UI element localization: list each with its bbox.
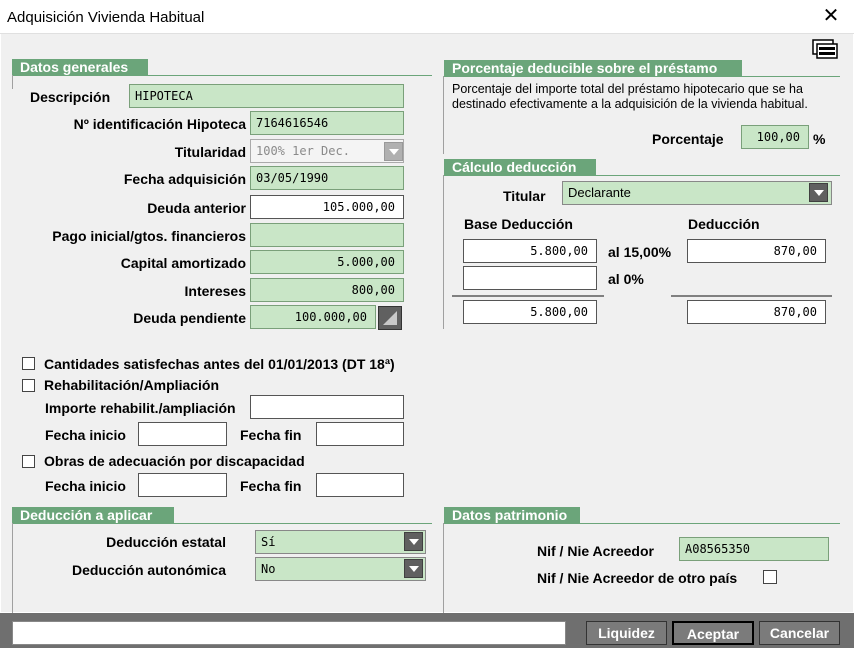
porcentaje-label: Porcentaje bbox=[652, 131, 724, 147]
deuda-pendiente-field[interactable]: 100.000,00 bbox=[250, 305, 376, 329]
fecha-fin-label-1: Fecha fin bbox=[240, 427, 302, 443]
window-title: Adquisición Vivienda Habitual bbox=[7, 9, 205, 26]
capital-amortizado-label: Capital amortizado bbox=[120, 255, 246, 271]
titularidad-combo[interactable]: 100% 1er Dec. bbox=[250, 139, 404, 163]
deduccion-estatal-label: Deducción estatal bbox=[106, 534, 226, 550]
fecha-fin-label-2: Fecha fin bbox=[240, 478, 302, 494]
titular-dropdown-icon[interactable] bbox=[809, 183, 828, 202]
total-divider-deduccion bbox=[671, 295, 832, 297]
deduccion-autonomica-combo[interactable]: No bbox=[255, 557, 426, 581]
capital-amortizado-field[interactable]: 5.000,00 bbox=[250, 250, 404, 274]
deduccion-estatal-combo[interactable]: Sí bbox=[255, 530, 426, 554]
base-deduccion-header: Base Deducción bbox=[464, 216, 573, 232]
pago-inicial-field[interactable] bbox=[250, 223, 404, 247]
obras-label: Obras de adecuación por discapacidad bbox=[44, 453, 305, 469]
porcentaje-unit: % bbox=[813, 131, 826, 147]
section-datos-generales: Datos generales bbox=[12, 59, 148, 76]
descripcion-label: Descripción bbox=[30, 89, 111, 105]
section-porcentaje: Porcentaje deducible sobre el préstamo bbox=[444, 60, 742, 77]
total-divider-base bbox=[452, 295, 604, 297]
descripcion-field[interactable]: HIPOTECA bbox=[129, 84, 404, 108]
cancelar-button[interactable]: Cancelar bbox=[759, 621, 840, 645]
deduccion-header: Deducción bbox=[688, 216, 760, 232]
nif-acreedor-label: Nif / Nie Acreedor bbox=[537, 543, 654, 559]
intereses-field[interactable]: 800,00 bbox=[250, 278, 404, 302]
printer-icon[interactable] bbox=[810, 38, 840, 60]
fecha-inicio-label-1: Fecha inicio bbox=[45, 427, 126, 443]
num-identificacion-field[interactable]: 7164616546 bbox=[250, 111, 404, 135]
fecha-adquisicion-field[interactable]: 03/05/1990 bbox=[250, 166, 404, 190]
title-bar bbox=[0, 0, 854, 34]
close-icon[interactable]: ✕ bbox=[822, 5, 840, 27]
importe-rehabilitacion-field[interactable] bbox=[250, 395, 404, 419]
deduccion-autonomica-label: Deducción autonómica bbox=[71, 562, 226, 578]
deduccion-estatal-dropdown-icon[interactable] bbox=[404, 532, 423, 551]
nif-acreedor-field[interactable]: A08565350 bbox=[679, 537, 829, 561]
base-row2-field[interactable] bbox=[463, 266, 597, 290]
fecha-fin-field-2[interactable] bbox=[316, 473, 404, 497]
total-deduccion-field[interactable]: 870,00 bbox=[687, 300, 826, 324]
nif-otro-pais-label: Nif / Nie Acreedor de otro país bbox=[537, 570, 738, 586]
deuda-pendiente-label: Deuda pendiente bbox=[133, 310, 246, 326]
base-row1-field[interactable]: 5.800,00 bbox=[463, 239, 597, 263]
titular-label: Titular bbox=[503, 188, 546, 204]
porcentaje-field[interactable]: 100,00 bbox=[741, 125, 809, 149]
importe-rehabilitacion-label: Importe rehabilit./ampliación bbox=[45, 400, 236, 416]
fecha-adquisicion-label: Fecha adquisición bbox=[123, 171, 246, 187]
intereses-label: Intereses bbox=[184, 283, 246, 299]
deduccion-autonomica-dropdown-icon[interactable] bbox=[404, 559, 423, 578]
fecha-inicio-field-1[interactable] bbox=[138, 422, 227, 446]
section-datos-patrimonio: Datos patrimonio bbox=[444, 507, 580, 524]
aceptar-button[interactable]: Aceptar bbox=[672, 621, 754, 645]
porcentaje-description: Porcentaje del importe total del préstamo hipotecario que se ha destinado efectivamente a la adquisición de la vivienda habitual. bbox=[452, 82, 808, 111]
nif-otro-pais-checkbox[interactable] bbox=[763, 570, 777, 584]
rate-row1-label: al 15,00% bbox=[608, 244, 672, 260]
fecha-inicio-label-2: Fecha inicio bbox=[45, 478, 126, 494]
deduccion-row1-field[interactable]: 870,00 bbox=[687, 239, 826, 263]
section-deduccion-aplicar: Deducción a aplicar bbox=[12, 507, 174, 524]
deuda-anterior-field[interactable]: 105.000,00 bbox=[250, 195, 404, 219]
pago-inicial-label: Pago inicial/gtos. financieros bbox=[52, 228, 246, 244]
rehabilitacion-checkbox[interactable] bbox=[22, 379, 35, 392]
num-identificacion-label: Nº identificación Hipoteca bbox=[73, 116, 246, 132]
section-calculo: Cálculo deducción bbox=[444, 159, 596, 176]
titular-combo[interactable]: Declarante bbox=[562, 181, 832, 205]
liquidez-button[interactable]: Liquidez bbox=[586, 621, 667, 645]
titularidad-label: Titularidad bbox=[174, 144, 246, 160]
deuda-pendiente-calc-icon[interactable] bbox=[378, 306, 402, 330]
fecha-inicio-field-2[interactable] bbox=[138, 473, 227, 497]
fecha-fin-field-1[interactable] bbox=[316, 422, 404, 446]
rate-row2-label: al 0% bbox=[608, 271, 644, 287]
obras-checkbox[interactable] bbox=[22, 455, 35, 468]
total-base-field[interactable]: 5.800,00 bbox=[463, 300, 597, 324]
titularidad-dropdown-icon[interactable] bbox=[384, 142, 403, 161]
status-field[interactable] bbox=[12, 621, 566, 645]
deuda-anterior-label: Deuda anterior bbox=[147, 200, 246, 216]
rehabilitacion-label: Rehabilitación/Ampliación bbox=[44, 377, 220, 393]
cantidades-checkbox[interactable] bbox=[22, 357, 35, 370]
cantidades-label: Cantidades satisfechas antes del 01/01/2013 (DT 18ª) bbox=[44, 356, 395, 372]
